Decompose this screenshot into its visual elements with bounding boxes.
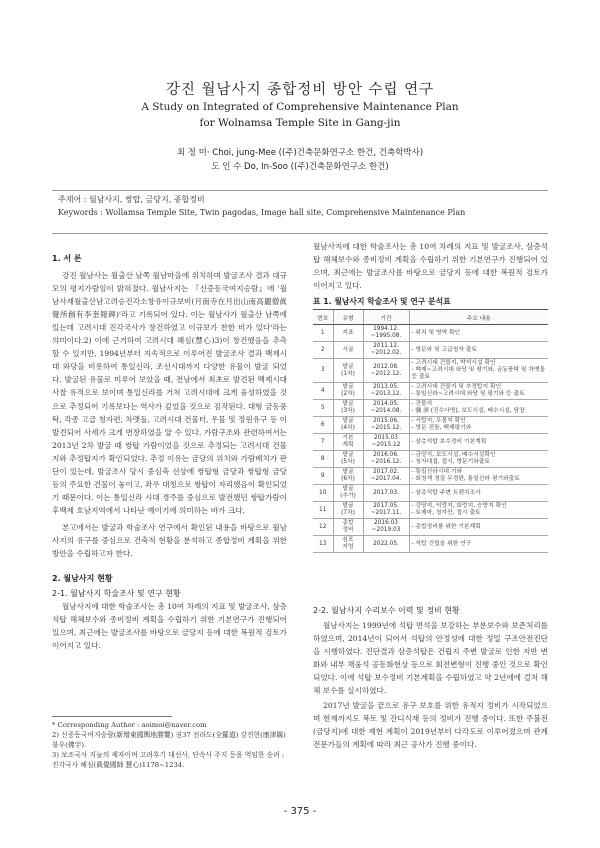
table-cell-no: 6 <box>313 417 333 434</box>
table-1-header-row <box>313 310 548 325</box>
section-1-paragraph-2: 본고에서는 발굴과 학술조사 연구에서 확인된 내용을 바탕으로 월남사지의 유구를 중심으로 건축적 현황을 분석하고 종합정비 계획을 위한 방안을 수립하고자 한다. <box>52 522 287 559</box>
section-1-paragraph-1: 강진 월남사는 월출산 남쪽 월남마을에 위치하며 발굴조사 결과 대규모의 평지가람임이 밝혀졌다. 월남사지는 『신증동국여지승람』에 '월남사재월출산남고려승진각소창유이규보비(月南寺在月出山南高麗僧眞覺所創有李奎報碑)'라고 기록되어 있다. 이는 월남사가 월출산 남쪽에 있는데 고려시대 진각국사가 창건하였고 이규보가 찬한 비가 있다'라는 의미이다.2) 이에 근거하여 고려시대 혜심(慧心)3)이 창건했음을 추측할 수 있지만, 1994년부터 지속적으로 이루어진 발굴조사 결과 백제시대 와당을 비롯하여 통일신라, 조선시대까지 다양한 유물이 발굴 되었다. 발굴된 유물로 미루어 보았을 때, 전남에서 최초로 발견된 백제시대 사찰 유적으로 보이며 통일신라를 거쳐 고려시대에 크게 융성하였을 것으로 추정되어 기록보다는 역사가 깊었을 것으로 짐작된다. 대형 금동풍탁, 각종 고급 청자편, 차맷돌, 고려시대 건물터, 우물 및 정원유구 등 이 발견되어 사세가 크게 번창하였을 알 수 있다. 가람구조와 관련하여서는 2013년 2차 발굴 때 쌍탑 가람이었을 것으로 추정되는 고려시대 건물지와 추정탑지가 확인되었다. 추정 이유는 금당의 위치와 가람배치가 판단이 있는데, 발굴조사 당시 중심축 선상에 쌍탑형 금당과 쌍탑형 금당 등의 주요한 건물이 놓이고, 좌우 대칭으로 쌍탑이 자리했음이 확인되었기 때문이다. 이는 통일신라 시대 경주를 중심으로 발전했던 쌍탑가람이 후백제 호남지역에서 나타난 예이기에 의미하는 바가 크다. <box>52 271 287 515</box>
section-2-1-heading: 2-1. 월남사지 학술조사 및 연구 현황 <box>52 589 181 599</box>
table-cell-period: 2017.02. ~2017.04. <box>363 468 409 485</box>
table-cell-content: - 석탑 건립을 위한 연구 <box>409 536 548 553</box>
table-row <box>313 536 548 553</box>
table-cell-period: 2011.12. ~2012.02. <box>363 342 409 359</box>
table-cell-no: 10 <box>313 485 333 502</box>
table-cell-content: - 위치 및 영역 확인 <box>409 325 548 342</box>
table-1-header-cell: 기간 <box>363 310 409 325</box>
keywords-english: Keywords : Wollamsa Temple Site, Twin pagodas, Image hall site, Comprehensive Maintenance Plan <box>58 208 466 217</box>
table-cell-type: 기본 계획 <box>333 434 363 451</box>
table-cell-no: 12 <box>313 519 333 536</box>
paper-title-korean: 강진 월남사지 종합정비 방안 수립 연구 <box>165 82 435 98</box>
table-1-header-cell: 주요 내용 <box>409 310 548 325</box>
table-cell-type: 발굴 (7차) <box>333 502 363 519</box>
table-cell-content: - 영문와 및 고급청자 출토 <box>409 342 548 359</box>
table-cell-no: 3 <box>313 359 333 383</box>
section-2-paragraph-1-continued: 월남사지에 대한 학술조사는 총 10여 차례의 지표 및 발굴조사, 삼층석탑 해체보수와 종비정비 계획을 수립하기 위한 기본연구가 진행되어 있으며, 최근에는 발굴조사를 바탕으로 금당지 등에 대한 복원적 검토가 이어지고 있다. <box>313 242 548 291</box>
table-row <box>313 400 548 417</box>
right-column-bottom <box>313 604 548 752</box>
paper-title-english-line2: for Wolnamsa Temple Site in Gang-jin <box>199 117 401 129</box>
table-cell-period: 2017.03. <box>363 485 409 502</box>
paper-title-english-line1: A Study on Integrated of Comprehensive Maintenance Plan <box>141 101 459 113</box>
table-row <box>313 468 548 485</box>
table-cell-content: - 건물지 - 彌 游 (진수사명), 보도시설, 배수시설, 담장 <box>409 400 548 417</box>
table-row <box>313 451 548 468</box>
table-1 <box>313 309 548 553</box>
table-cell-no: 4 <box>313 383 333 400</box>
table-cell-period: 2015.06. ~2015.12. <box>363 417 409 434</box>
table-row <box>313 485 548 502</box>
table-cell-period: 2012.08. ~2012.12. <box>363 359 409 383</box>
table-cell-period: 2014.05. ~2014.08. <box>363 400 409 417</box>
section-2-2-paragraph-2: 2017년 발굴을 끝으로 유구 보호를 위한 유적지 정비가 시작되었으며 현재까지도 복토 및 잔디식재 등의 정비가 진행 중이다. 또한 주불전(금당지)에 대한 재현 계획이 2019년부터 다각도로 이루어졌으며 관계전문가들의 계획에 따라 최근 공사가 진행 중이다. <box>313 701 548 750</box>
table-cell-type: 발굴 (4차) <box>333 417 363 434</box>
table-cell-no: 1 <box>313 325 333 342</box>
table-cell-type: 심포 지엄 <box>333 536 363 553</box>
table-row <box>313 417 548 434</box>
table-cell-type: 발굴 (3차) <box>333 400 363 417</box>
table-cell-content: - 삼층석탑 주변 트렌치조사 <box>409 485 548 502</box>
table-cell-period: 1994.12. ~1995.08. <box>363 325 409 342</box>
table-row <box>313 502 548 519</box>
table-cell-no: 11 <box>313 502 333 519</box>
table-row <box>313 519 548 536</box>
section-2-paragraph-1-start: 월남사지에 대한 학술조사는 총 10여 차례의 지표 및 발굴조사, 삼층석탑 해체보수와 종비정비 계획을 수립하기 위한 기본연구가 진행되어 있으며, 최근에는 발굴조사를 바탕으로 금당지 등에 대한 복원적 검토가 이어지고 있다. <box>52 602 287 651</box>
author-line-1: 최 정 미· Choi, jung-Mee ((주)건축문화연구소 한건, 건축학박사) <box>176 148 424 158</box>
table-cell-type: 지표 <box>333 325 363 342</box>
table-cell-period: 2016.06. ~2016.12. <box>363 451 409 468</box>
table-cell-period: 2017.05. ~2017.11. <box>363 502 409 519</box>
table-cell-no: 9 <box>313 468 333 485</box>
table-cell-content: - 종합정비를 위한 기본계획 <box>409 519 548 536</box>
table-cell-content: - 고려시대 건물지, 박석시설 확인 - 백제~고려시대 와당 및 평기와, 금동풍탁 및 차맷돌 등 출토 <box>409 359 548 383</box>
table-cell-content: - 삼층석탑 보수정비 기본계획 <box>409 434 548 451</box>
table-cell-type: 발굴 (5차) <box>333 451 363 468</box>
table-row <box>313 325 548 342</box>
table-cell-no: 13 <box>313 536 333 553</box>
table-cell-type: 발굴 (2차) <box>333 383 363 400</box>
footnote-3: 3) 보조국사 지눌의 제자이며 고려후기 대선사, 단속사 주지 등을 역임한 승려 : 진각국사 혜심(眞覺國師 慧心)1178~1234. <box>52 751 285 769</box>
table-cell-no: 5 <box>313 400 333 417</box>
table-row <box>313 434 548 451</box>
table-cell-no: 8 <box>313 451 333 468</box>
table-cell-content: - 고려시대 건물지 및 추정탑지 확인 - 통일신라~고려시대 와당 및 평기와 등 출토 <box>409 383 548 400</box>
section-2-2-heading: 2-2. 월남사지 수리보수 이력 및 정비 현황 <box>313 606 460 615</box>
table-1-caption: 표 1. 월남사지 학술조사 및 연구 분석표 <box>313 297 451 306</box>
table-cell-period: 2015.03 ~2015.12 <box>363 434 409 451</box>
table-cell-period: 2022.05. <box>363 536 409 553</box>
table-row <box>313 359 548 383</box>
table-cell-no: 2 <box>313 342 333 359</box>
table-cell-type: 발굴 (추가) <box>333 485 363 502</box>
section-2-2-paragraph-1: 월남사지는 1999년에 석탑 면석을 보강하는 부분보수와 보존처리를 하였으며, 2014년이 되어서 석탑의 안정성에 대한 정밀 구조안전진단을 시행하였다. 진단결과 삼층석탑은 건립지 주변 발굴로 인한 지반 변화와 내부 채움석 공동화현상 등으로 회전변형이 진행 중인 것으로 확인되었다. 이에 석탑 보수정비 기본계획을 수립하였고 약 2년에에 걸쳐 해체 보수를 실시하였다. <box>313 621 548 696</box>
left-column <box>52 252 287 651</box>
footnote-rule <box>52 716 172 717</box>
page-number: - 375 - <box>283 806 317 817</box>
table-cell-type: 발굴 (6차) <box>333 468 363 485</box>
table-cell-type: 발굴 (1차) <box>333 359 363 383</box>
table-1-header-cell: 번호 <box>313 310 333 325</box>
table-row <box>313 383 548 400</box>
footnote-corresponding: * Corresponding Author : aoimoi@naver.com <box>52 721 207 729</box>
table-cell-period: 2013.05. ~2013.12. <box>363 383 409 400</box>
keywords-korean: 주제어 : 월남사지, 쌍탑, 금당지, 종합정비 <box>58 195 205 204</box>
footnote-2: 2) 신증동국여지승람(新增東國輿地勝覽) 권37 전라도(全羅道) 강진현(康津縣) 불우(佛宇). <box>52 731 286 749</box>
author-line-2: 도 인 수 Do, In-Soo ((주)건축문화연구소 한건) <box>211 162 389 172</box>
table-cell-period: 2016.03 ~2019.03 <box>363 519 409 536</box>
table-1-body <box>313 325 548 553</box>
section-2-heading: 2. 월남사지 현황 <box>52 574 113 584</box>
table-cell-content: - 서탑지, 우물지 확인 - 영문 전돌, 백제평기와 <box>409 417 548 434</box>
table-1-wrapper <box>313 309 548 553</box>
table-cell-no: 7 <box>313 434 333 451</box>
right-column-top <box>313 240 548 292</box>
table-1-header-cell: 유형 <box>333 310 363 325</box>
table-cell-type: 시굴 <box>333 342 363 359</box>
table-cell-type: 종합 정비 <box>333 519 363 536</box>
table-cell-content: - 강당지, 익랑지, 회랑지, 승방지 확인 - 토제마, 청자잔, 접시 출토 <box>409 502 548 519</box>
table-cell-content: - 금당지, 보도시설, 배수시설확인 - 청자대접, 접시, 명문기와출토 <box>409 451 548 468</box>
footnotes <box>52 720 287 770</box>
table-cell-content: - 통일신라시대 기와 - 회청색 경질 무경편, 통일신라 평기와출토 <box>409 468 548 485</box>
table-row <box>313 342 548 359</box>
section-1-heading: 1. 서 론 <box>52 254 82 263</box>
